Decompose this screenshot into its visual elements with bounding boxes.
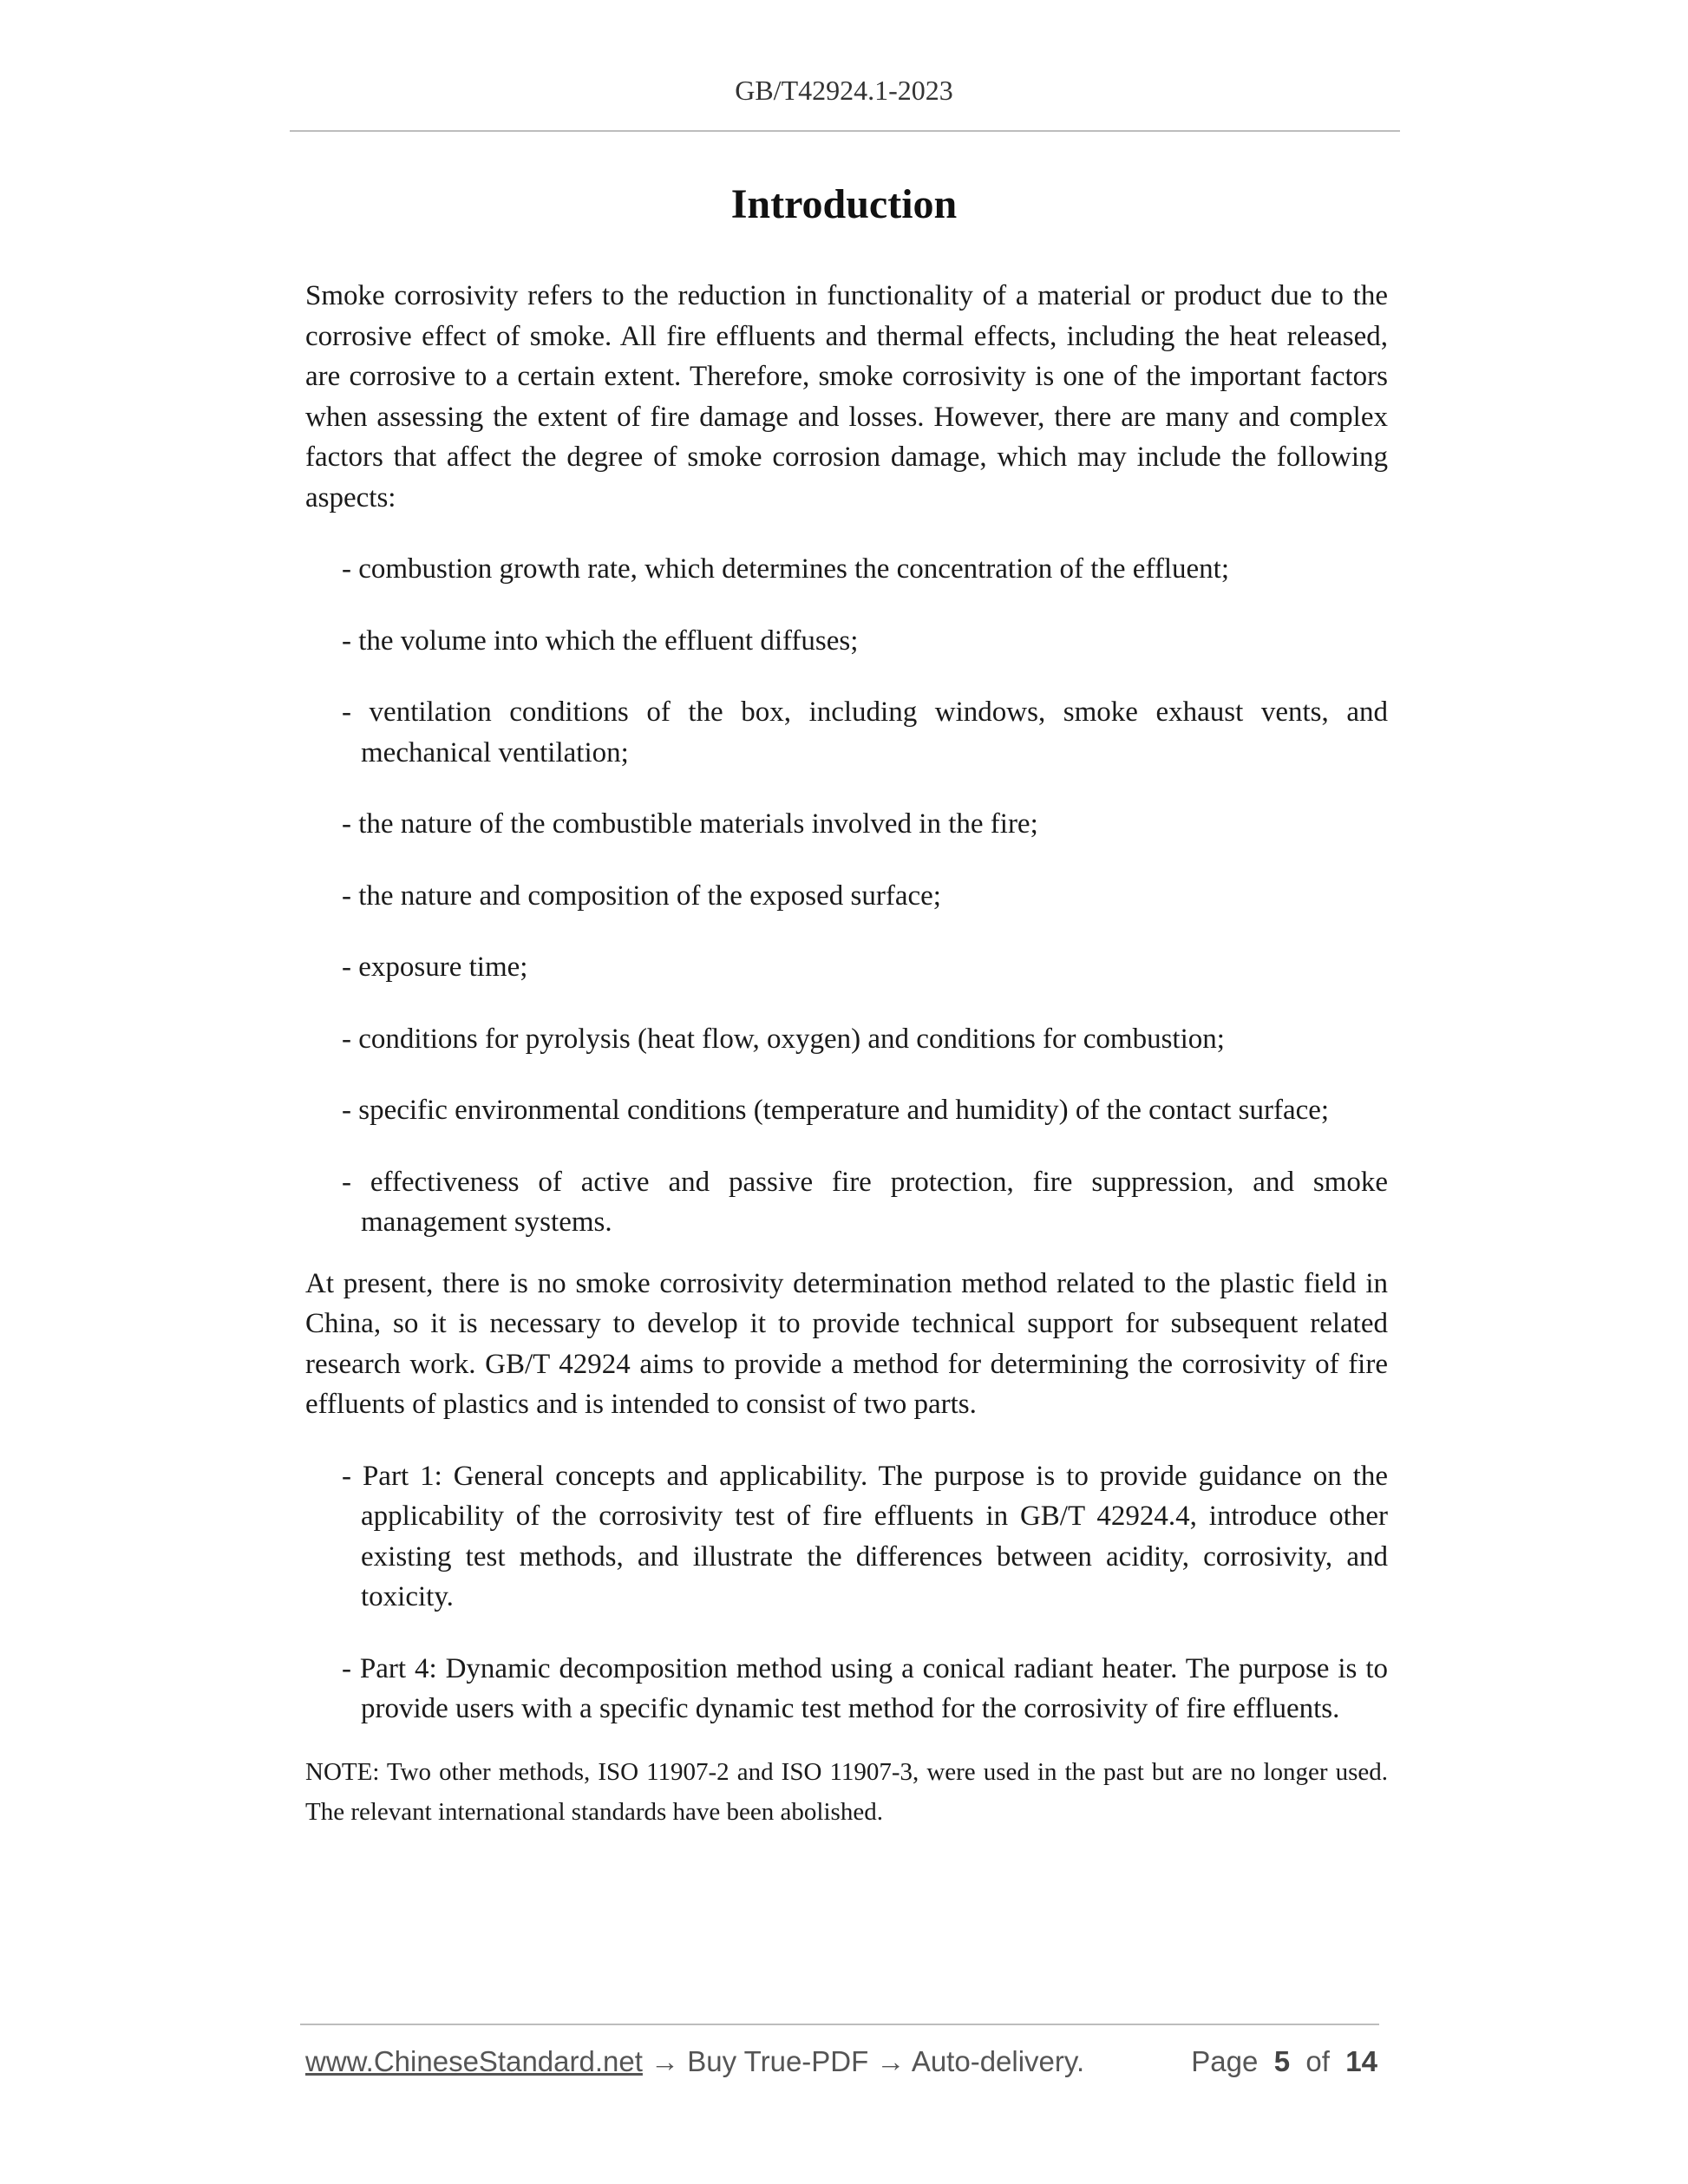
list-item: - combustion growth rate, which determines the concentration of the effluent; [342,553,1229,585]
page-label: Page [1191,2045,1259,2077]
page-of-label: of [1305,2045,1330,2077]
footer-divider [300,2024,1379,2025]
page-current: 5 [1273,2045,1291,2077]
note-paragraph: NOTE: Two other methods, ISO 11907-2 and ISO 11907-3, were used in the past but are no longer used. The relevant international standards have been abolished. [305,1757,1388,1826]
list-item: - Part 1: General concepts and applicability. The purpose is to provide guidance on the applicability of the corrosivity test of fire effluents in GB/T 42924.4, introduce other existing test methods, and illustrate the differences between acidity, corrosivity, and toxicity. [342,1460,1388,1612]
list-item: - the volume into which the effluent diffuses; [342,624,859,657]
document-body [305,276,1388,1832]
list-item: - Part 4: Dynamic decomposition method using a conical radiant heater. The purpose is to provide users with a specific dynamic test method for the corrosivity of fire effluents. [342,1652,1388,1724]
list-item: - the nature and composition of the exposed surface; [342,879,941,912]
intro-paragraph: Smoke corrosivity refers to the reduction in functionality of a material or product due to the corrosive effect of smoke. All fire effluents and thermal effects, including the heat released, are corrosive to a certain extent. Therefore, smoke corrosivity is one of the important factors when assessing the extent of fire damage and losses. However, there are many and complex factors that affect the degree of smoke corrosion damage, which may include the following aspects: [305,280,1388,513]
list-item: - effectiveness of active and passive fire protection, fire suppression, and smoke management systems. [342,1166,1388,1238]
footer-tagline: → Buy True-PDF → Auto-delivery. [642,2045,1085,2077]
list-item: - conditions for pyrolysis (heat flow, oxygen) and conditions for combustion; [342,1023,1225,1055]
footer-promo [305,2045,1084,2078]
present-paragraph: At present, there is no smoke corrosivity determination method related to the plastic field in China, so it is necessary to develop it to provide technical support for subsequent related research work. GB/T 42924 aims to provide a method for determining the corrosivity of fire effluents of plastics and is intended to consist of two parts. [305,1267,1388,1420]
list-item: - ventilation conditions of the box, including windows, smoke exhaust vents, and mechanical ventilation; [342,696,1388,768]
page-footer [305,2045,1377,2085]
page-title: Introduction [730,181,958,227]
list-item: - exposure time; [342,951,528,983]
list-item: - specific environmental conditions (temperature and humidity) of the contact surface; [342,1095,1330,1126]
list-item: - the nature of the combustible materials involved in the fire; [342,808,1038,840]
header-divider [290,130,1400,132]
parts-list [305,1456,1388,1730]
page-total: 14 [1345,2045,1377,2077]
page-number [1191,2045,1377,2078]
page-header: GB/T42924.1-2023 [735,75,953,106]
factors-list [305,549,1388,1243]
site-link[interactable]: www.ChineseStandard.net [305,2045,643,2077]
